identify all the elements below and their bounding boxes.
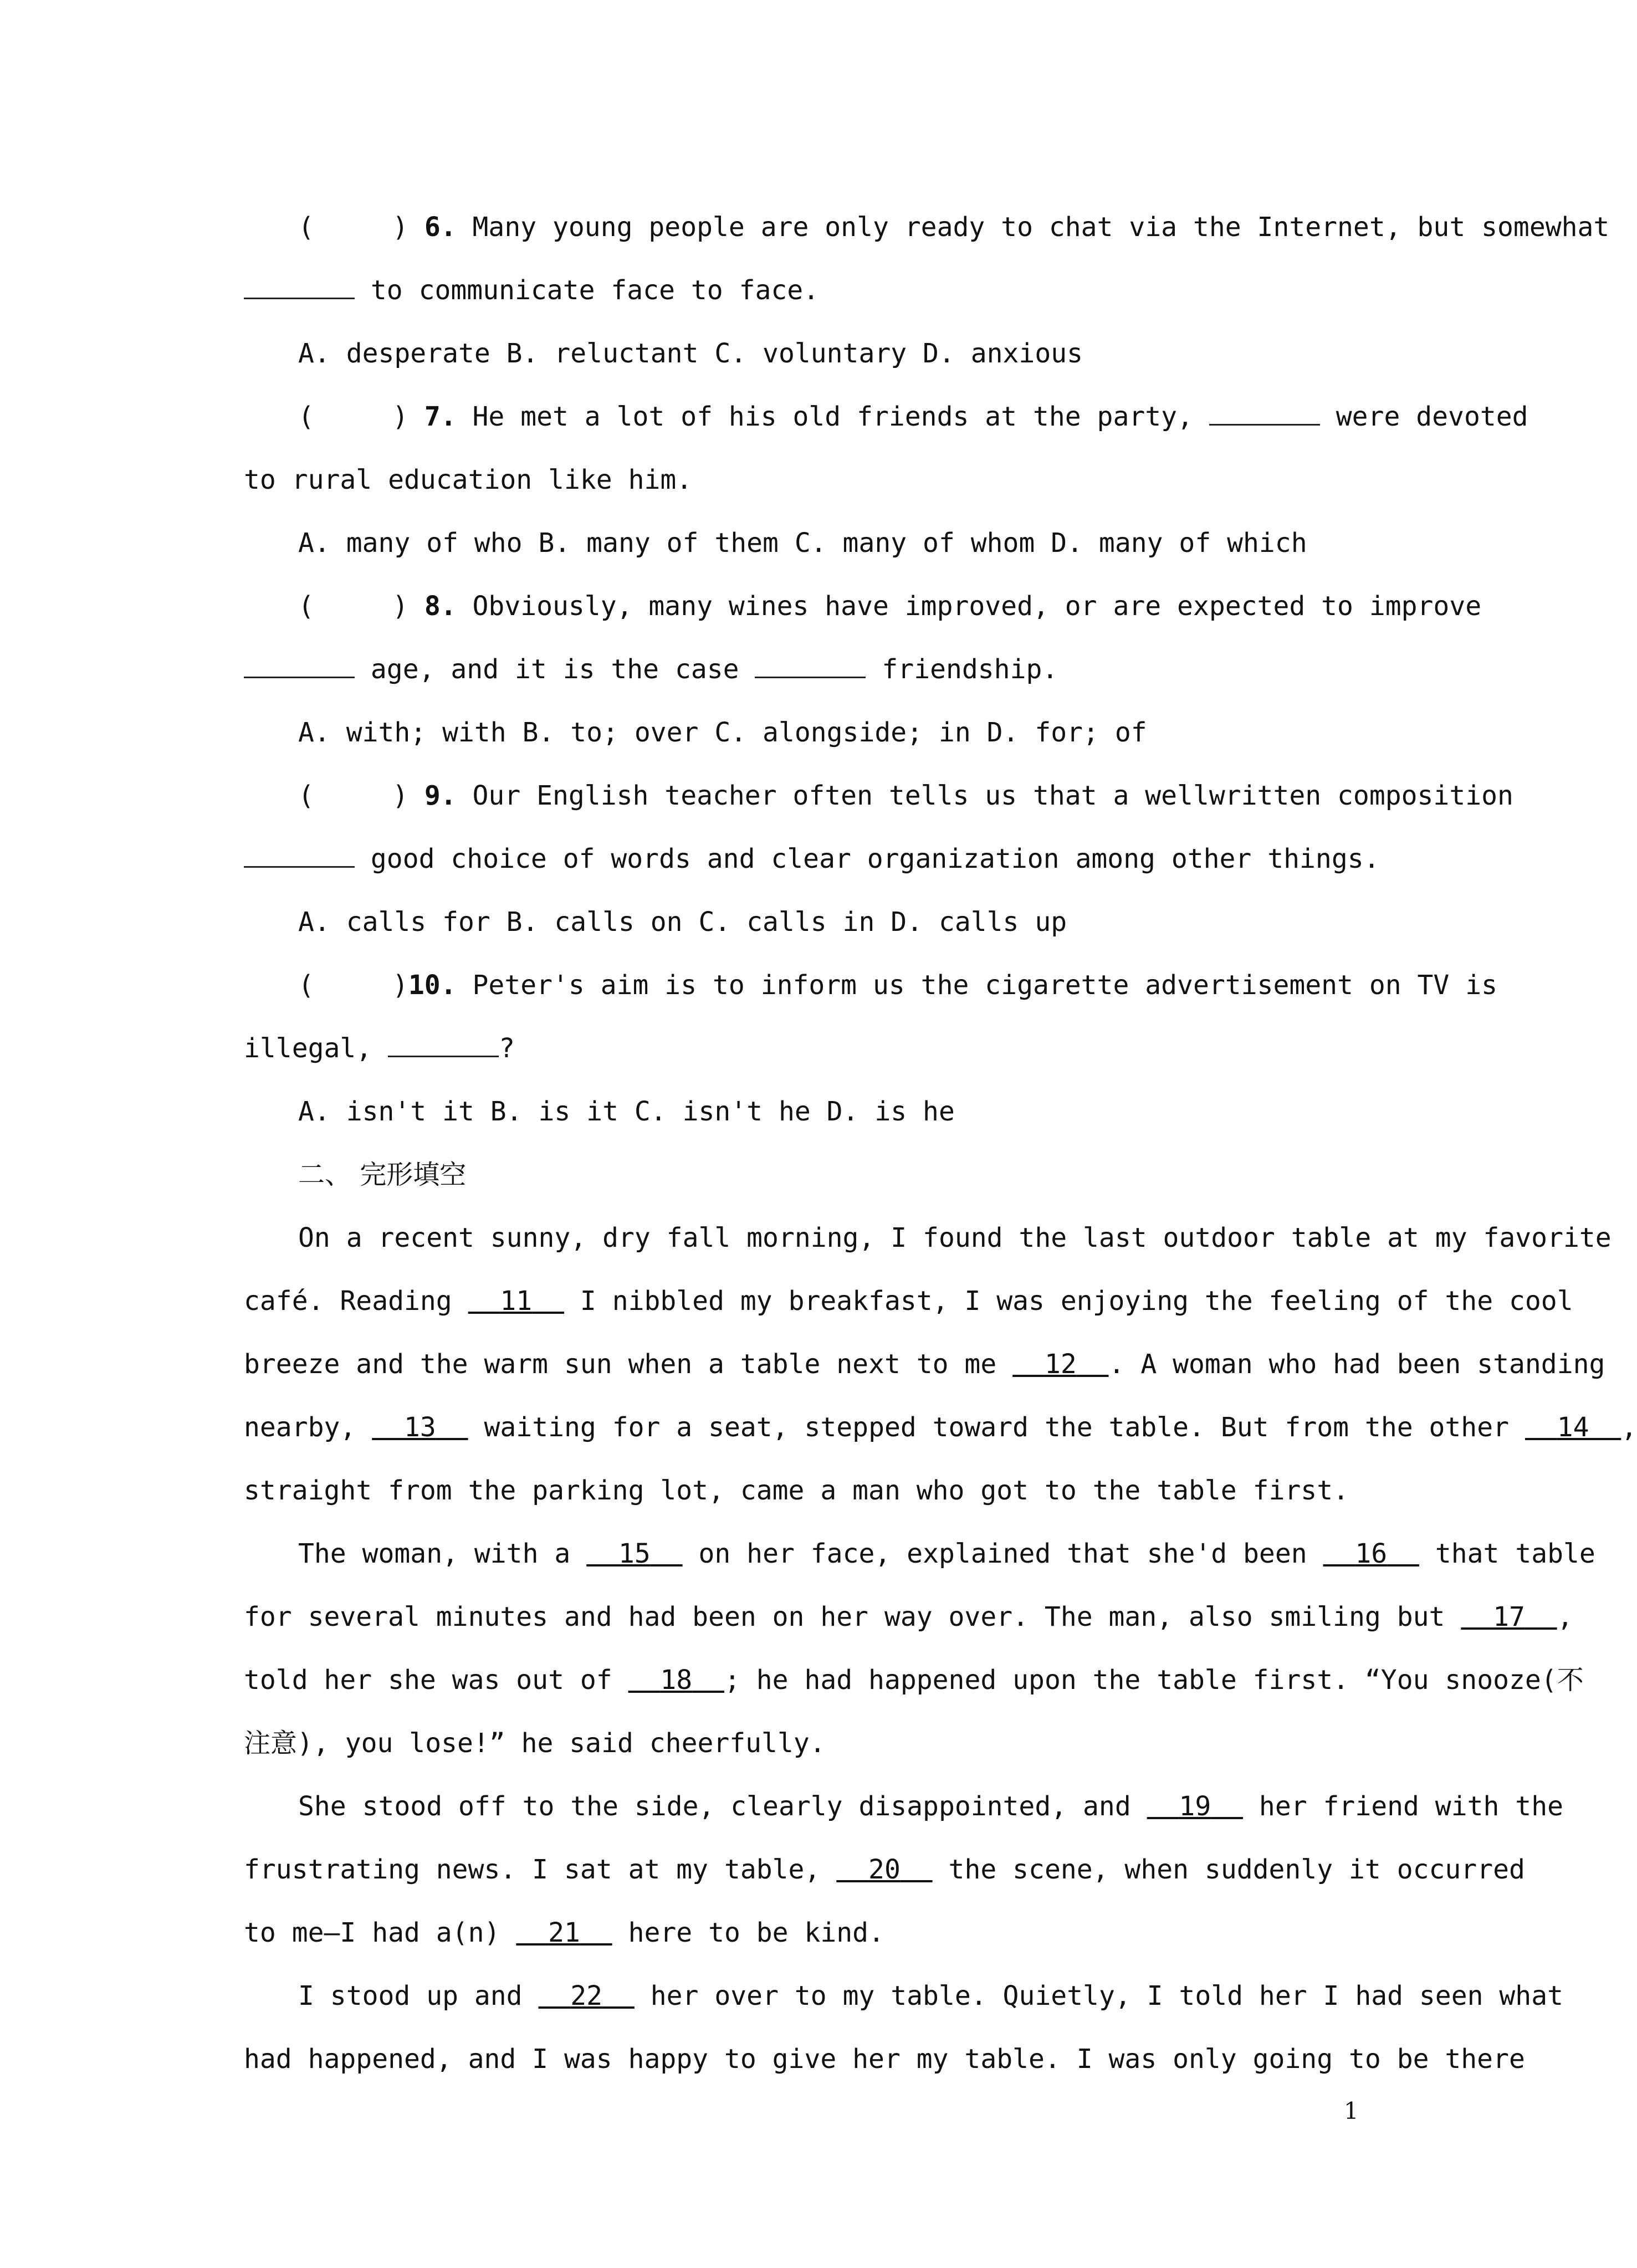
question-stem-continued: friendship. — [882, 654, 1058, 685]
cloze-blank-20: 20 — [868, 1854, 901, 1885]
question-stem-continued: illegal, — [244, 1033, 372, 1064]
answer-paren-close: ) — [392, 591, 408, 622]
question-stem-continued: to communicate face to face. — [370, 275, 820, 306]
answer-blank — [755, 654, 866, 678]
question-number: 6. — [424, 212, 457, 243]
passage-line: for several minutes and had been on her way over. The man, also smiling but 17 , — [244, 1601, 1573, 1632]
passage-line: On a recent sunny, dry fall morning, I found the last outdoor table at my favorite — [298, 1222, 1612, 1253]
answer-paren-close: ) — [392, 212, 408, 243]
passage-line: told her she was out of 18 ; he had happened upon the table first. “You snooze(不 — [244, 1665, 1584, 1696]
page-number: 1 — [1344, 2097, 1359, 2124]
question-7-options: A. many of who B. many of them C. many of whom D. many of which — [298, 528, 1307, 559]
question-10-line-1 — [298, 967, 1498, 1003]
question-7-line-1 — [298, 399, 1528, 434]
question-9-line-2 — [244, 841, 1380, 877]
question-stem-continued: age, and it is the case — [370, 654, 739, 685]
cloze-blank-17: 17 — [1493, 1601, 1525, 1632]
section-heading — [298, 1157, 1369, 1192]
question-10-options: A. isn't it B. is it C. isn't he D. is he — [298, 1096, 955, 1127]
answer-paren-close: ) — [392, 780, 408, 811]
question-number: 8. — [424, 591, 457, 622]
question-stem-continued: ? — [499, 1033, 515, 1064]
answer-paren-open: ( — [298, 591, 314, 622]
question-stem: were devoted — [1336, 401, 1528, 432]
passage-line: frustrating news. I sat at my table, 20 the scene, when suddenly it occurred — [244, 1854, 1525, 1885]
question-stem: Peter's aim is to inform us the cigarette advertisement on TV is — [472, 970, 1498, 1001]
answer-paren-open: ( — [298, 401, 314, 432]
answer-paren-close: ) — [392, 401, 408, 432]
question-stem: Many young people are only ready to chat via the Internet, but somewhat — [472, 212, 1610, 243]
passage-line: straight from the parking lot, came a man who got to the table first. — [244, 1475, 1349, 1506]
question-number: 10. — [408, 970, 457, 1001]
question-9-line-1 — [298, 778, 1513, 813]
question-6-options: A. desperate B. reluctant C. voluntary D. anxious — [298, 338, 1083, 369]
cloze-blank-21: 21 — [548, 1917, 580, 1948]
cloze-blank-11: 11 — [500, 1286, 533, 1317]
passage-line: The woman, with a 15 on her face, explained that she'd been 16 that table — [298, 1538, 1595, 1569]
question-number: 7. — [424, 401, 457, 432]
answer-blank — [1209, 402, 1320, 426]
section-number: 二、 — [298, 1159, 352, 1190]
passage-line: nearby, 13 waiting for a seat, stepped toward the table. But from the other 14 , — [244, 1412, 1637, 1443]
question-10-line-2 — [244, 1031, 1369, 1066]
cloze-blank-16: 16 — [1355, 1538, 1388, 1569]
cloze-blank-14: 14 — [1557, 1412, 1589, 1443]
question-stem-continued: good choice of words and clear organization among other things. — [370, 843, 1380, 874]
question-stem: He met a lot of his old friends at the party, — [472, 401, 1193, 432]
passage-line: She stood off to the side, clearly disappointed, and 19 her friend with the — [298, 1791, 1563, 1822]
answer-paren-close: ) — [392, 970, 408, 1001]
passage-line: had happened, and I was happy to give her my table. I was only going to be there — [244, 2044, 1525, 2075]
question-stem: Our English teacher often tells us that a wellwritten composition — [472, 780, 1513, 811]
question-6-line-1 — [298, 209, 1610, 245]
question-number: 9. — [424, 780, 457, 811]
question-9-options: A. calls for B. calls on C. calls in D. calls up — [298, 907, 1067, 938]
answer-paren-open: ( — [298, 780, 314, 811]
cloze-blank-15: 15 — [618, 1538, 651, 1569]
passage-line: café. Reading 11 I nibbled my breakfast, I was enjoying the feeling of the cool — [244, 1286, 1573, 1317]
answer-blank — [244, 654, 355, 678]
answer-paren-open: ( — [298, 212, 314, 243]
cloze-blank-22: 22 — [570, 1980, 603, 2011]
answer-blank — [388, 1033, 499, 1057]
passage-line: 注意), you lose!” he said cheerfully. — [244, 1728, 826, 1759]
question-8-options: A. with; with B. to; over C. alongside; in D. for; of — [298, 717, 1147, 748]
answer-blank — [244, 844, 355, 868]
answer-blank — [244, 275, 355, 299]
passage-line: to me—I had a(n) 21 here to be kind. — [244, 1917, 884, 1948]
cloze-blank-18: 18 — [660, 1665, 693, 1696]
question-6-line-2 — [244, 273, 1369, 308]
passage-line: I stood up and 22 her over to my table. Quietly, I told her I had seen what — [298, 1980, 1563, 2011]
section-title: 完形填空 — [360, 1159, 467, 1190]
question-stem: Obviously, many wines have improved, or are expected to improve — [472, 591, 1482, 622]
question-8-line-1 — [298, 588, 1482, 624]
cloze-blank-19: 19 — [1179, 1791, 1211, 1822]
cloze-blank-13: 13 — [404, 1412, 436, 1443]
passage-line: breeze and the warm sun when a table next to me 12 . A woman who had been standing — [244, 1349, 1605, 1380]
question-7-line-2: to rural education like him. — [244, 464, 693, 495]
question-8-line-2 — [244, 652, 1369, 687]
cloze-blank-12: 12 — [1044, 1349, 1077, 1380]
answer-paren-open: ( — [298, 970, 314, 1001]
